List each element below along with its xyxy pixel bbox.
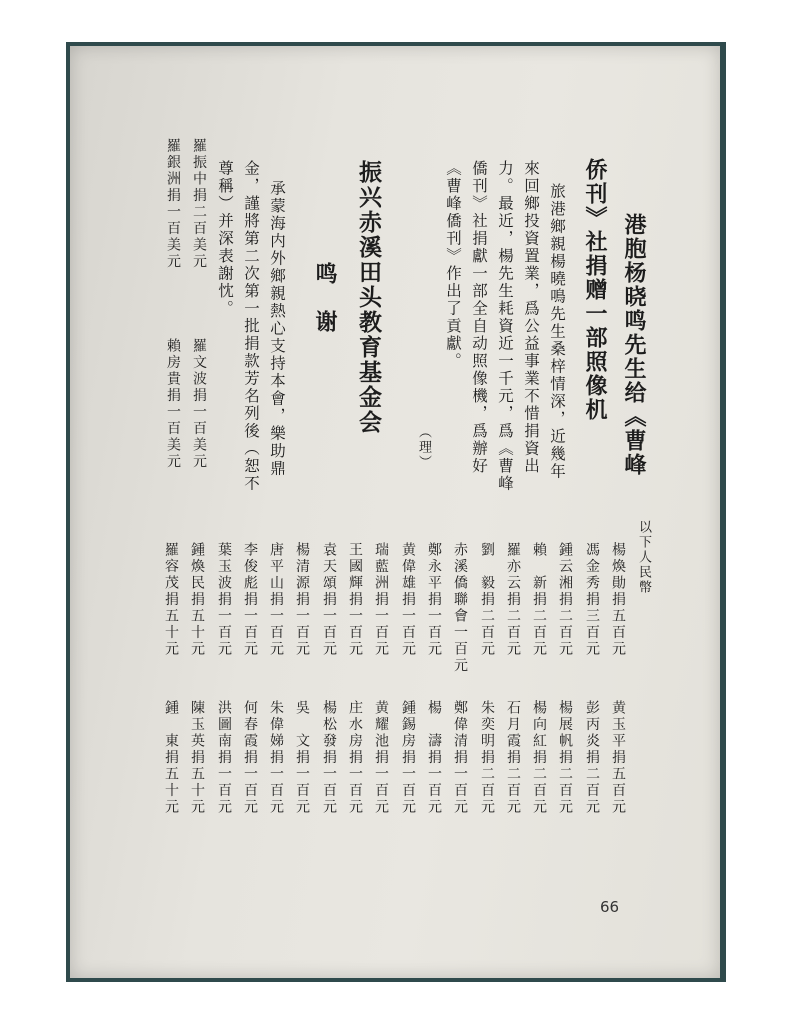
- donation-entry: 鍾云湘捐二百元: [557, 542, 573, 658]
- donation-entry: 羅亦云捐二百元: [505, 542, 521, 658]
- article1-body-line: 《曹峰僑刊》作出了貢獻。: [444, 160, 462, 370]
- donation-entry: 羅容茂捐五十元: [163, 542, 179, 658]
- donation-entry: 鍾錫房捐一百元: [400, 700, 416, 816]
- donation-entry: 黄玉平捐五百元: [610, 700, 626, 816]
- donation-entry: 鍾煥民捐五十元: [189, 542, 205, 658]
- donation-entry: 賴房貴捐一百美元: [165, 338, 181, 470]
- donation-entry: 羅銀洲捐一百美元: [165, 138, 181, 270]
- article1-body-line: 來回鄉投資置業，爲公益事業不惜捐資出: [522, 160, 540, 475]
- article2-body-line: 金，謹將第二次第一批捐款芳名列後（恕不: [242, 160, 260, 493]
- donation-entry: 瑞藍洲捐一百元: [373, 542, 389, 658]
- donation-entry: 楊向紅捐二百元: [531, 700, 547, 816]
- donation-entry: 李俊彪捐一百元: [242, 542, 258, 658]
- donation-entry: 羅文波捐一百美元: [191, 338, 207, 470]
- donation-entry: 庄水房捐一百元: [347, 700, 363, 816]
- donation-entry: 唐平山捐一百元: [268, 542, 284, 658]
- currency-note: 以下人民幣: [636, 520, 651, 595]
- donation-entry: 黄耀池捐一百元: [373, 700, 389, 816]
- donation-entry: 葉玉波捐一百元: [216, 542, 232, 658]
- article1-title-line1: 港胞杨晓鸣先生给《曹峰: [621, 213, 647, 477]
- donation-entry: 劉 毅捐二百元: [479, 542, 495, 658]
- article1-body-line: 旅港鄉親楊曉鳴先生桑梓情深，近幾年: [548, 183, 566, 481]
- donation-entry: 赤溪僑聯會一百元: [452, 542, 468, 674]
- article2-subtitle: 鸣 谢: [312, 262, 338, 334]
- donation-entry: 馮金秀捐三百元: [584, 542, 600, 658]
- article1-title-line2: 侨刊》社捐赠一部照像机: [582, 158, 608, 422]
- article2-body-line: 尊稱）并深表謝忱。: [216, 160, 234, 318]
- donation-entry: 鄭偉清捐一百元: [452, 700, 468, 816]
- donation-entry: 吳 文捐一百元: [294, 700, 310, 816]
- article2-title: 振兴赤溪田头教育基金会: [355, 160, 382, 435]
- donation-entry: 楊 濤捐一百元: [426, 700, 442, 816]
- donation-entry: 鍾 東捐五十元: [163, 700, 179, 816]
- donation-entry: 楊煥勛捐五百元: [610, 542, 626, 658]
- article2-body-line: 承蒙海内外鄉親熱心支持本會，樂助鼎: [268, 180, 286, 478]
- donation-entry: 楊展帆捐二百元: [557, 700, 573, 816]
- donation-entry: 彭丙炎捐二百元: [584, 700, 600, 816]
- donation-entry: 羅振中捐二百美元: [191, 138, 207, 270]
- donation-entry: 朱奕明捐二百元: [479, 700, 495, 816]
- donation-entry: 鄭永平捐一百元: [426, 542, 442, 658]
- donation-entry: 何春霞捐一百元: [242, 700, 258, 816]
- donation-entry: 黄偉雄捐一百元: [400, 542, 416, 658]
- donation-entry: 楊松發捐一百元: [321, 700, 337, 816]
- donation-entry: 陳玉英捐五十元: [189, 700, 205, 816]
- article1-body-line: 僑刊》社捐獻一部全自动照像機，爲辦好: [470, 160, 488, 475]
- donation-entry: 王國輝捐一百元: [347, 542, 363, 658]
- page-number: 66: [600, 898, 620, 916]
- donation-entry: 楊清源捐一百元: [294, 542, 310, 658]
- donation-entry: 石月霞捐二百元: [505, 700, 521, 816]
- donation-entry: 朱偉娣捐一百元: [268, 700, 284, 816]
- donation-entry: 賴 新捐二百元: [531, 542, 547, 658]
- article1-signature: （理）: [416, 425, 431, 470]
- donation-entry: 洪圖南捐一百元: [216, 700, 232, 816]
- article1-body-line: 力。最近，楊先生耗資近一千元，爲《曹峰: [496, 160, 514, 493]
- donation-entry: 袁天頌捐一百元: [321, 542, 337, 658]
